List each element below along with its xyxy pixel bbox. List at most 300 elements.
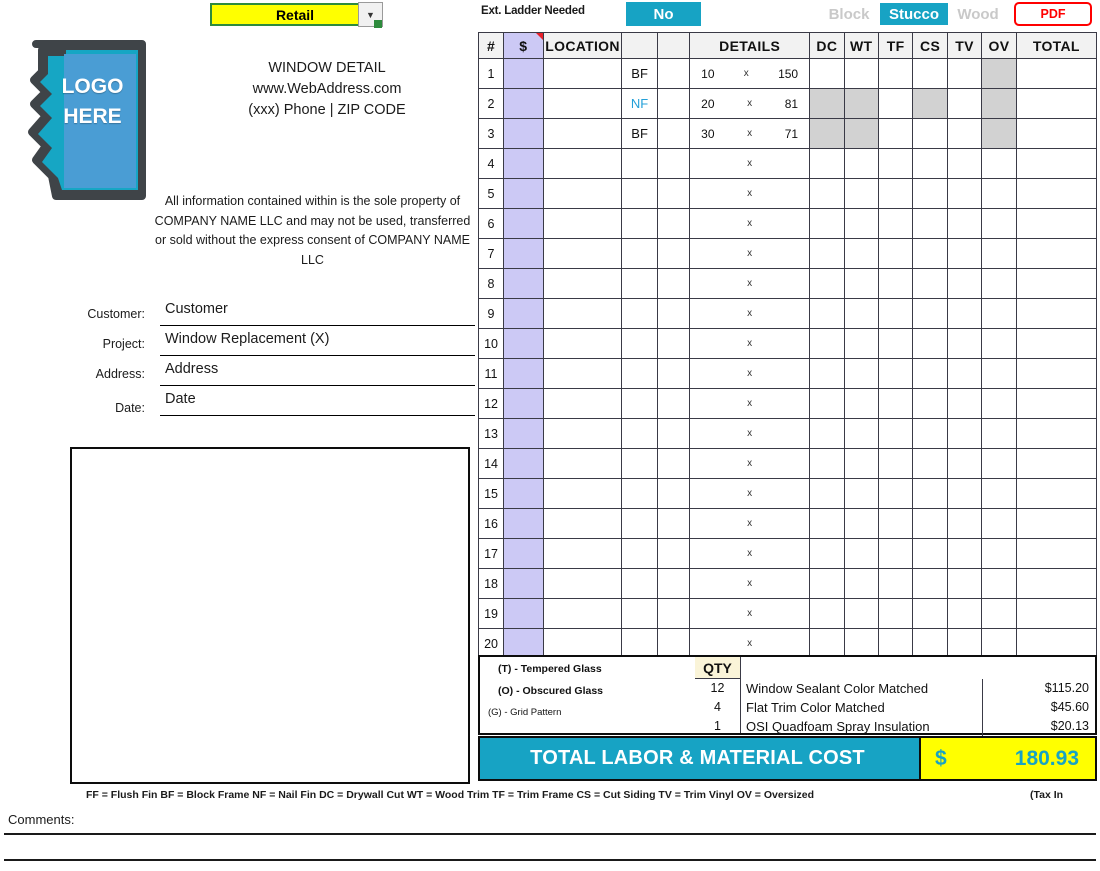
row-location-cell[interactable] bbox=[543, 539, 622, 569]
row-spacer-cell[interactable] bbox=[657, 599, 689, 629]
row-price-cell[interactable] bbox=[504, 269, 544, 299]
row-check-tf[interactable] bbox=[878, 569, 912, 599]
glass-legend-grid: (G) - Grid Pattern bbox=[488, 707, 562, 718]
row-check-tv[interactable] bbox=[947, 179, 981, 209]
row-location-cell[interactable] bbox=[543, 629, 622, 659]
row-total-cell bbox=[1016, 359, 1096, 389]
table-row bbox=[479, 539, 1097, 569]
customer-input[interactable]: Customer bbox=[160, 299, 475, 326]
row-details-cell[interactable] bbox=[690, 509, 810, 539]
row-frame-type-cell[interactable] bbox=[622, 509, 657, 539]
row-location-cell[interactable] bbox=[543, 419, 622, 449]
header-dollar-label: $ bbox=[519, 37, 528, 54]
row-check-cs[interactable] bbox=[913, 299, 947, 329]
row-location-cell[interactable] bbox=[543, 509, 622, 539]
table-row bbox=[479, 629, 1097, 659]
row-check-wt[interactable] bbox=[844, 389, 878, 419]
row-check-tv[interactable] bbox=[947, 449, 981, 479]
row-check-ov[interactable] bbox=[982, 509, 1016, 539]
dimension-separator: x bbox=[747, 338, 753, 349]
field-row-customer bbox=[55, 298, 475, 328]
glass-and-extras-block bbox=[478, 655, 1097, 735]
row-location-cell[interactable] bbox=[543, 449, 622, 479]
row-spacer-cell[interactable] bbox=[657, 299, 689, 329]
row-check-wt[interactable] bbox=[844, 239, 878, 269]
row-details-cell[interactable] bbox=[690, 419, 810, 449]
row-check-cs[interactable] bbox=[913, 89, 947, 119]
chevron-down-icon[interactable]: ▼ bbox=[358, 2, 383, 27]
row-details-cell[interactable] bbox=[690, 629, 810, 659]
row-spacer-cell[interactable] bbox=[657, 239, 689, 269]
row-check-tf[interactable] bbox=[878, 239, 912, 269]
row-details-cell[interactable] bbox=[690, 389, 810, 419]
row-price-cell[interactable] bbox=[504, 509, 544, 539]
row-number: 11 bbox=[479, 359, 504, 389]
row-total-cell bbox=[1016, 119, 1096, 149]
table-row bbox=[479, 509, 1097, 539]
table-row bbox=[479, 389, 1097, 419]
row-check-tv[interactable] bbox=[947, 479, 981, 509]
row-height: 71 bbox=[784, 126, 799, 141]
field-row-project bbox=[55, 328, 475, 358]
row-spacer-cell[interactable] bbox=[657, 179, 689, 209]
row-spacer-cell[interactable] bbox=[657, 119, 689, 149]
row-spacer-cell[interactable] bbox=[657, 89, 689, 119]
row-check-wt[interactable] bbox=[844, 479, 878, 509]
field-row-date bbox=[55, 388, 475, 418]
row-check-dc[interactable] bbox=[810, 149, 844, 179]
row-frame-type-cell[interactable] bbox=[622, 299, 657, 329]
sketch-drawing-area[interactable] bbox=[70, 447, 470, 784]
row-details-cell[interactable] bbox=[690, 239, 810, 269]
row-check-cs[interactable] bbox=[913, 149, 947, 179]
row-frame-type-cell[interactable] bbox=[622, 179, 657, 209]
row-frame-type-cell[interactable]: BF bbox=[622, 59, 657, 89]
row-check-wt[interactable] bbox=[844, 509, 878, 539]
row-location-cell[interactable] bbox=[543, 389, 622, 419]
row-check-tv[interactable] bbox=[947, 389, 981, 419]
row-location-cell[interactable] bbox=[543, 149, 622, 179]
project-input[interactable]: Window Replacement (X) bbox=[160, 329, 475, 356]
row-check-wt[interactable] bbox=[844, 119, 878, 149]
customer-label: Customer: bbox=[87, 307, 145, 321]
row-check-ov[interactable] bbox=[982, 359, 1016, 389]
dimension-separator: x bbox=[747, 638, 753, 649]
row-check-tf[interactable] bbox=[878, 59, 912, 89]
row-price-cell[interactable] bbox=[504, 89, 544, 119]
row-location-cell[interactable] bbox=[543, 209, 622, 239]
row-price-cell[interactable] bbox=[504, 149, 544, 179]
row-frame-type-cell[interactable] bbox=[622, 569, 657, 599]
row-price-cell[interactable] bbox=[504, 359, 544, 389]
row-price-cell[interactable] bbox=[504, 179, 544, 209]
row-check-cs[interactable] bbox=[913, 359, 947, 389]
row-check-tv[interactable] bbox=[947, 569, 981, 599]
row-check-cs[interactable] bbox=[913, 509, 947, 539]
row-check-ov[interactable] bbox=[982, 179, 1016, 209]
glass-legend bbox=[488, 657, 693, 723]
row-price-cell[interactable] bbox=[504, 59, 544, 89]
row-location-cell[interactable] bbox=[543, 359, 622, 389]
row-check-tv[interactable] bbox=[947, 599, 981, 629]
dimension-separator: x bbox=[747, 548, 753, 559]
row-details-cell[interactable] bbox=[690, 59, 810, 89]
row-check-wt[interactable] bbox=[844, 359, 878, 389]
row-spacer-cell[interactable] bbox=[657, 449, 689, 479]
row-check-tf[interactable] bbox=[878, 479, 912, 509]
row-check-tv[interactable] bbox=[947, 629, 981, 659]
row-check-dc[interactable] bbox=[810, 59, 844, 89]
row-check-dc[interactable] bbox=[810, 479, 844, 509]
comments-input-line-1[interactable] bbox=[4, 833, 1096, 835]
row-check-ov[interactable] bbox=[982, 269, 1016, 299]
row-frame-type-cell[interactable]: NF bbox=[622, 89, 657, 119]
row-check-cs[interactable] bbox=[913, 599, 947, 629]
row-details-cell[interactable] bbox=[690, 209, 810, 239]
row-price-cell[interactable] bbox=[504, 629, 544, 659]
row-price-cell[interactable] bbox=[504, 479, 544, 509]
row-spacer-cell[interactable] bbox=[657, 479, 689, 509]
row-check-ov[interactable] bbox=[982, 569, 1016, 599]
row-check-wt[interactable] bbox=[844, 539, 878, 569]
table-row bbox=[479, 59, 1097, 89]
row-check-tf[interactable] bbox=[878, 509, 912, 539]
qty-value-2[interactable]: 4 bbox=[714, 700, 721, 714]
row-check-ov[interactable] bbox=[982, 389, 1016, 419]
row-check-cs[interactable] bbox=[913, 449, 947, 479]
row-price-cell[interactable] bbox=[504, 389, 544, 419]
row-check-wt[interactable] bbox=[844, 89, 878, 119]
row-frame-type-cell[interactable] bbox=[622, 329, 657, 359]
wall-type-block[interactable] bbox=[820, 3, 878, 25]
row-check-ov[interactable] bbox=[982, 149, 1016, 179]
row-check-cs[interactable] bbox=[913, 629, 947, 659]
row-check-tv[interactable] bbox=[947, 269, 981, 299]
row-check-ov[interactable] bbox=[982, 119, 1016, 149]
row-frame-type-cell[interactable] bbox=[622, 389, 657, 419]
row-frame-type-cell[interactable] bbox=[622, 539, 657, 569]
row-total-cell bbox=[1016, 569, 1096, 599]
row-details-cell[interactable] bbox=[690, 269, 810, 299]
dimension-separator: x bbox=[747, 98, 753, 109]
customer-info-form bbox=[55, 298, 475, 418]
table-row bbox=[479, 479, 1097, 509]
row-location-cell[interactable] bbox=[543, 329, 622, 359]
row-check-ov[interactable] bbox=[982, 419, 1016, 449]
row-check-ov[interactable] bbox=[982, 59, 1016, 89]
row-number: 10 bbox=[479, 329, 504, 359]
row-check-tv[interactable] bbox=[947, 149, 981, 179]
row-location-cell[interactable] bbox=[543, 269, 622, 299]
row-check-cs[interactable] bbox=[913, 59, 947, 89]
row-spacer-cell[interactable] bbox=[657, 209, 689, 239]
row-price-cell[interactable] bbox=[504, 209, 544, 239]
row-number: 3 bbox=[479, 119, 504, 149]
row-spacer-cell[interactable] bbox=[657, 569, 689, 599]
row-check-tf[interactable] bbox=[878, 89, 912, 119]
qty-value-3[interactable]: 1 bbox=[714, 719, 721, 733]
pricing-mode-select[interactable] bbox=[210, 3, 380, 26]
row-check-tv[interactable] bbox=[947, 239, 981, 269]
row-check-wt[interactable] bbox=[844, 269, 878, 299]
row-check-dc[interactable] bbox=[810, 569, 844, 599]
glass-legend-tempered: (T) - Tempered Glass bbox=[498, 663, 602, 675]
extra-item-name-3: OSI Quadfoam Spray Insulation bbox=[746, 719, 930, 734]
wall-type-wood[interactable] bbox=[952, 3, 1004, 25]
table-row bbox=[479, 179, 1097, 209]
row-check-ov[interactable] bbox=[982, 329, 1016, 359]
row-frame-type-cell[interactable] bbox=[622, 419, 657, 449]
row-number: 19 bbox=[479, 599, 504, 629]
row-check-tf[interactable] bbox=[878, 209, 912, 239]
row-check-cs[interactable] bbox=[913, 209, 947, 239]
row-number: 1 bbox=[479, 59, 504, 89]
row-check-dc[interactable] bbox=[810, 179, 844, 209]
row-check-cs[interactable] bbox=[913, 539, 947, 569]
row-check-dc[interactable] bbox=[810, 299, 844, 329]
row-check-dc[interactable] bbox=[810, 599, 844, 629]
row-price-cell[interactable] bbox=[504, 299, 544, 329]
company-info bbox=[182, 58, 472, 121]
row-total-cell bbox=[1016, 329, 1096, 359]
row-frame-type-cell[interactable] bbox=[622, 209, 657, 239]
export-pdf-button[interactable] bbox=[1014, 2, 1092, 26]
row-location-cell[interactable] bbox=[543, 59, 622, 89]
row-details-cell[interactable] bbox=[690, 119, 810, 149]
ext-ladder-label: Ext. Ladder Needed bbox=[481, 5, 585, 17]
row-check-tv[interactable] bbox=[947, 329, 981, 359]
row-check-ov[interactable] bbox=[982, 599, 1016, 629]
row-location-cell[interactable] bbox=[543, 299, 622, 329]
address-input[interactable]: Address bbox=[160, 359, 475, 386]
row-number: 17 bbox=[479, 539, 504, 569]
row-spacer-cell[interactable] bbox=[657, 59, 689, 89]
row-details-cell[interactable] bbox=[690, 479, 810, 509]
row-check-tv[interactable] bbox=[947, 359, 981, 389]
row-check-tf[interactable] bbox=[878, 389, 912, 419]
row-check-wt[interactable] bbox=[844, 209, 878, 239]
row-check-dc[interactable] bbox=[810, 419, 844, 449]
row-check-cs[interactable] bbox=[913, 419, 947, 449]
row-details-cell[interactable] bbox=[690, 539, 810, 569]
row-check-ov[interactable] bbox=[982, 209, 1016, 239]
row-check-tf[interactable] bbox=[878, 449, 912, 479]
row-location-cell[interactable] bbox=[543, 569, 622, 599]
row-check-tf[interactable] bbox=[878, 539, 912, 569]
row-check-cs[interactable] bbox=[913, 239, 947, 269]
row-check-wt[interactable] bbox=[844, 299, 878, 329]
row-check-dc[interactable] bbox=[810, 119, 844, 149]
row-check-tf[interactable] bbox=[878, 119, 912, 149]
row-check-cs[interactable] bbox=[913, 569, 947, 599]
row-check-cs[interactable] bbox=[913, 479, 947, 509]
table-row bbox=[479, 209, 1097, 239]
row-spacer-cell[interactable] bbox=[657, 389, 689, 419]
select-resize-handle bbox=[374, 20, 382, 28]
row-check-tv[interactable] bbox=[947, 59, 981, 89]
row-price-cell[interactable] bbox=[504, 329, 544, 359]
row-total-cell bbox=[1016, 149, 1096, 179]
row-price-cell[interactable] bbox=[504, 419, 544, 449]
row-check-cs[interactable] bbox=[913, 269, 947, 299]
row-check-ov[interactable] bbox=[982, 539, 1016, 569]
row-spacer-cell[interactable] bbox=[657, 509, 689, 539]
row-check-dc[interactable] bbox=[810, 269, 844, 299]
row-frame-type-cell[interactable] bbox=[622, 269, 657, 299]
row-details-cell[interactable] bbox=[690, 149, 810, 179]
row-frame-type-cell[interactable] bbox=[622, 479, 657, 509]
row-check-ov[interactable] bbox=[982, 299, 1016, 329]
row-price-cell[interactable] bbox=[504, 539, 544, 569]
row-check-dc[interactable] bbox=[810, 389, 844, 419]
qty-value-1[interactable]: 12 bbox=[710, 681, 725, 695]
row-check-tv[interactable] bbox=[947, 89, 981, 119]
row-location-cell[interactable] bbox=[543, 119, 622, 149]
date-input[interactable]: Date bbox=[160, 389, 475, 416]
row-frame-type-cell[interactable] bbox=[622, 359, 657, 389]
row-check-wt[interactable] bbox=[844, 329, 878, 359]
row-spacer-cell[interactable] bbox=[657, 359, 689, 389]
wall-type-block-label: Block bbox=[828, 5, 870, 23]
row-check-tv[interactable] bbox=[947, 509, 981, 539]
row-check-tf[interactable] bbox=[878, 149, 912, 179]
row-check-dc[interactable] bbox=[810, 449, 844, 479]
dimension-separator: x bbox=[747, 218, 753, 229]
row-price-cell[interactable] bbox=[504, 599, 544, 629]
row-details-cell[interactable] bbox=[690, 89, 810, 119]
row-frame-type-cell[interactable] bbox=[622, 239, 657, 269]
row-check-cs[interactable] bbox=[913, 179, 947, 209]
row-check-tv[interactable] bbox=[947, 119, 981, 149]
ext-ladder-toggle[interactable] bbox=[626, 2, 701, 26]
total-cost-bar bbox=[478, 736, 1097, 781]
row-check-wt[interactable] bbox=[844, 449, 878, 479]
table-row bbox=[479, 89, 1097, 119]
row-check-tv[interactable] bbox=[947, 419, 981, 449]
row-details-cell[interactable] bbox=[690, 599, 810, 629]
row-check-wt[interactable] bbox=[844, 149, 878, 179]
row-check-tf[interactable] bbox=[878, 269, 912, 299]
extra-item-name-1: Window Sealant Color Matched bbox=[746, 681, 929, 696]
row-details-cell[interactable] bbox=[690, 569, 810, 599]
logo-line-2: HERE bbox=[63, 105, 122, 128]
row-frame-type-cell[interactable] bbox=[622, 149, 657, 179]
row-check-ov[interactable] bbox=[982, 89, 1016, 119]
row-number: 5 bbox=[479, 179, 504, 209]
row-height: 150 bbox=[778, 66, 799, 81]
row-location-cell[interactable] bbox=[543, 179, 622, 209]
wall-type-wood-label: Wood bbox=[957, 5, 999, 23]
row-location-cell[interactable] bbox=[543, 89, 622, 119]
row-check-tf[interactable] bbox=[878, 299, 912, 329]
row-check-tf[interactable] bbox=[878, 599, 912, 629]
row-check-tf[interactable] bbox=[878, 329, 912, 359]
row-price-cell[interactable] bbox=[504, 119, 544, 149]
row-price-cell[interactable] bbox=[504, 449, 544, 479]
row-location-cell[interactable] bbox=[543, 599, 622, 629]
row-details-cell[interactable] bbox=[690, 299, 810, 329]
row-check-wt[interactable] bbox=[844, 569, 878, 599]
row-check-dc[interactable] bbox=[810, 209, 844, 239]
table-row bbox=[479, 149, 1097, 179]
row-location-cell[interactable] bbox=[543, 479, 622, 509]
pdf-button-label: PDF bbox=[1040, 7, 1066, 21]
row-check-tf[interactable] bbox=[878, 629, 912, 659]
wall-type-stucco[interactable] bbox=[880, 3, 948, 25]
row-frame-type-cell[interactable] bbox=[622, 449, 657, 479]
row-spacer-cell[interactable] bbox=[657, 329, 689, 359]
row-height: 81 bbox=[784, 96, 799, 111]
row-check-ov[interactable] bbox=[982, 629, 1016, 659]
row-check-tv[interactable] bbox=[947, 209, 981, 239]
row-frame-type-cell[interactable] bbox=[622, 629, 657, 659]
row-frame-type-cell[interactable] bbox=[622, 599, 657, 629]
row-check-ov[interactable] bbox=[982, 239, 1016, 269]
row-check-tf[interactable] bbox=[878, 179, 912, 209]
row-check-dc[interactable] bbox=[810, 89, 844, 119]
row-number: 15 bbox=[479, 479, 504, 509]
comments-input-line-2[interactable] bbox=[4, 859, 1096, 861]
row-spacer-cell[interactable] bbox=[657, 149, 689, 179]
row-check-dc[interactable] bbox=[810, 239, 844, 269]
row-frame-type-cell[interactable]: BF bbox=[622, 119, 657, 149]
row-spacer-cell[interactable] bbox=[657, 629, 689, 659]
row-details-cell[interactable] bbox=[690, 359, 810, 389]
row-check-wt[interactable] bbox=[844, 179, 878, 209]
header-total: TOTAL bbox=[1016, 33, 1096, 59]
row-check-dc[interactable] bbox=[810, 539, 844, 569]
row-check-wt[interactable] bbox=[844, 419, 878, 449]
row-check-dc[interactable] bbox=[810, 629, 844, 659]
row-check-tf[interactable] bbox=[878, 359, 912, 389]
row-spacer-cell[interactable] bbox=[657, 539, 689, 569]
row-check-ov[interactable] bbox=[982, 449, 1016, 479]
row-check-wt[interactable] bbox=[844, 59, 878, 89]
table-row bbox=[479, 449, 1097, 479]
row-check-cs[interactable] bbox=[913, 389, 947, 419]
row-check-tv[interactable] bbox=[947, 539, 981, 569]
row-details-cell[interactable] bbox=[690, 329, 810, 359]
row-price-cell[interactable] bbox=[504, 569, 544, 599]
row-width: 10 bbox=[701, 66, 715, 81]
extra-item-price-2: $45.60 bbox=[1050, 700, 1089, 714]
row-check-tf[interactable] bbox=[878, 419, 912, 449]
row-spacer-cell[interactable] bbox=[657, 269, 689, 299]
row-check-cs[interactable] bbox=[913, 119, 947, 149]
table-row bbox=[479, 419, 1097, 449]
row-details-cell[interactable] bbox=[690, 179, 810, 209]
abbreviation-legend bbox=[0, 789, 1100, 807]
legal-disclaimer: All information contained within is the sole property of COMPANY NAME LLC and may not be used, transferred or sold without the express consent of COMPANY NAME LLC bbox=[154, 194, 471, 267]
row-check-wt[interactable] bbox=[844, 629, 878, 659]
row-check-dc[interactable] bbox=[810, 359, 844, 389]
row-spacer-cell[interactable] bbox=[657, 419, 689, 449]
row-check-wt[interactable] bbox=[844, 599, 878, 629]
row-check-dc[interactable] bbox=[810, 329, 844, 359]
row-total-cell bbox=[1016, 479, 1096, 509]
row-number: 16 bbox=[479, 509, 504, 539]
row-total-cell bbox=[1016, 179, 1096, 209]
row-check-tv[interactable] bbox=[947, 299, 981, 329]
row-price-cell[interactable] bbox=[504, 239, 544, 269]
row-check-ov[interactable] bbox=[982, 479, 1016, 509]
dimension-separator: x bbox=[747, 278, 753, 289]
row-details-cell[interactable] bbox=[690, 449, 810, 479]
row-location-cell[interactable] bbox=[543, 239, 622, 269]
row-check-dc[interactable] bbox=[810, 509, 844, 539]
date-label: Date: bbox=[115, 401, 145, 415]
row-check-cs[interactable] bbox=[913, 329, 947, 359]
